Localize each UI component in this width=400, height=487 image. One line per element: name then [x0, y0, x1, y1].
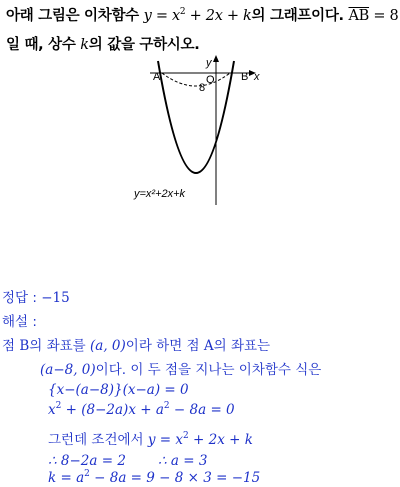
origin-label: O: [206, 74, 215, 86]
explanation-line-7: $k = a^2 - 8a = 9 - 8 \times 3 = -15$: [48, 469, 261, 486]
answer-value: −15: [41, 290, 70, 306]
question-line-1: 아래 그림은 이차함수 $y = x^2 + 2x + k$의 그래프이다. $\overline{AB} = 8$: [6, 7, 399, 24]
explanation-line-1: 점 B의 좌표를 (a, 0)이라 하면 점 A의 좌표는: [2, 338, 271, 354]
answer: 정답 : −15: [2, 290, 70, 306]
explanation-line-2: (a−8, 0)이다. 이 두 점을 지나는 이차함수 식은: [40, 362, 322, 378]
explanation-line-6a: ∴ 8−2a = 2: [48, 453, 126, 469]
question-line-2: 일 때, 상수 k의 값을 구하시오.: [6, 37, 200, 53]
explanation-line-5: 그런데 조건에서 $y = x^2 + 2x + k$: [48, 431, 253, 448]
dashed-brace: [162, 73, 230, 86]
x-label: x: [254, 71, 260, 83]
curve-label: y=x²+2x+k: [134, 188, 186, 200]
parabola-graph: [130, 55, 280, 210]
point-a-label: A: [153, 71, 161, 83]
y-axis-arrow: [213, 55, 219, 62]
explanation-line-4: $x^2 + (8-2a)x + a^2 - 8a = 0$: [48, 401, 235, 418]
length-label: 8: [199, 82, 206, 94]
point-b-label: B: [241, 71, 249, 83]
explanation-line-6b: ∴ a = 3: [158, 453, 208, 469]
explanation-line-3: {x−(a−8)}(x−a) = 0: [48, 382, 189, 398]
y-label: y: [206, 57, 212, 69]
segment-ab: $\overline{AB}$: [348, 8, 370, 24]
explanation-heading: 해설 :: [2, 314, 37, 330]
